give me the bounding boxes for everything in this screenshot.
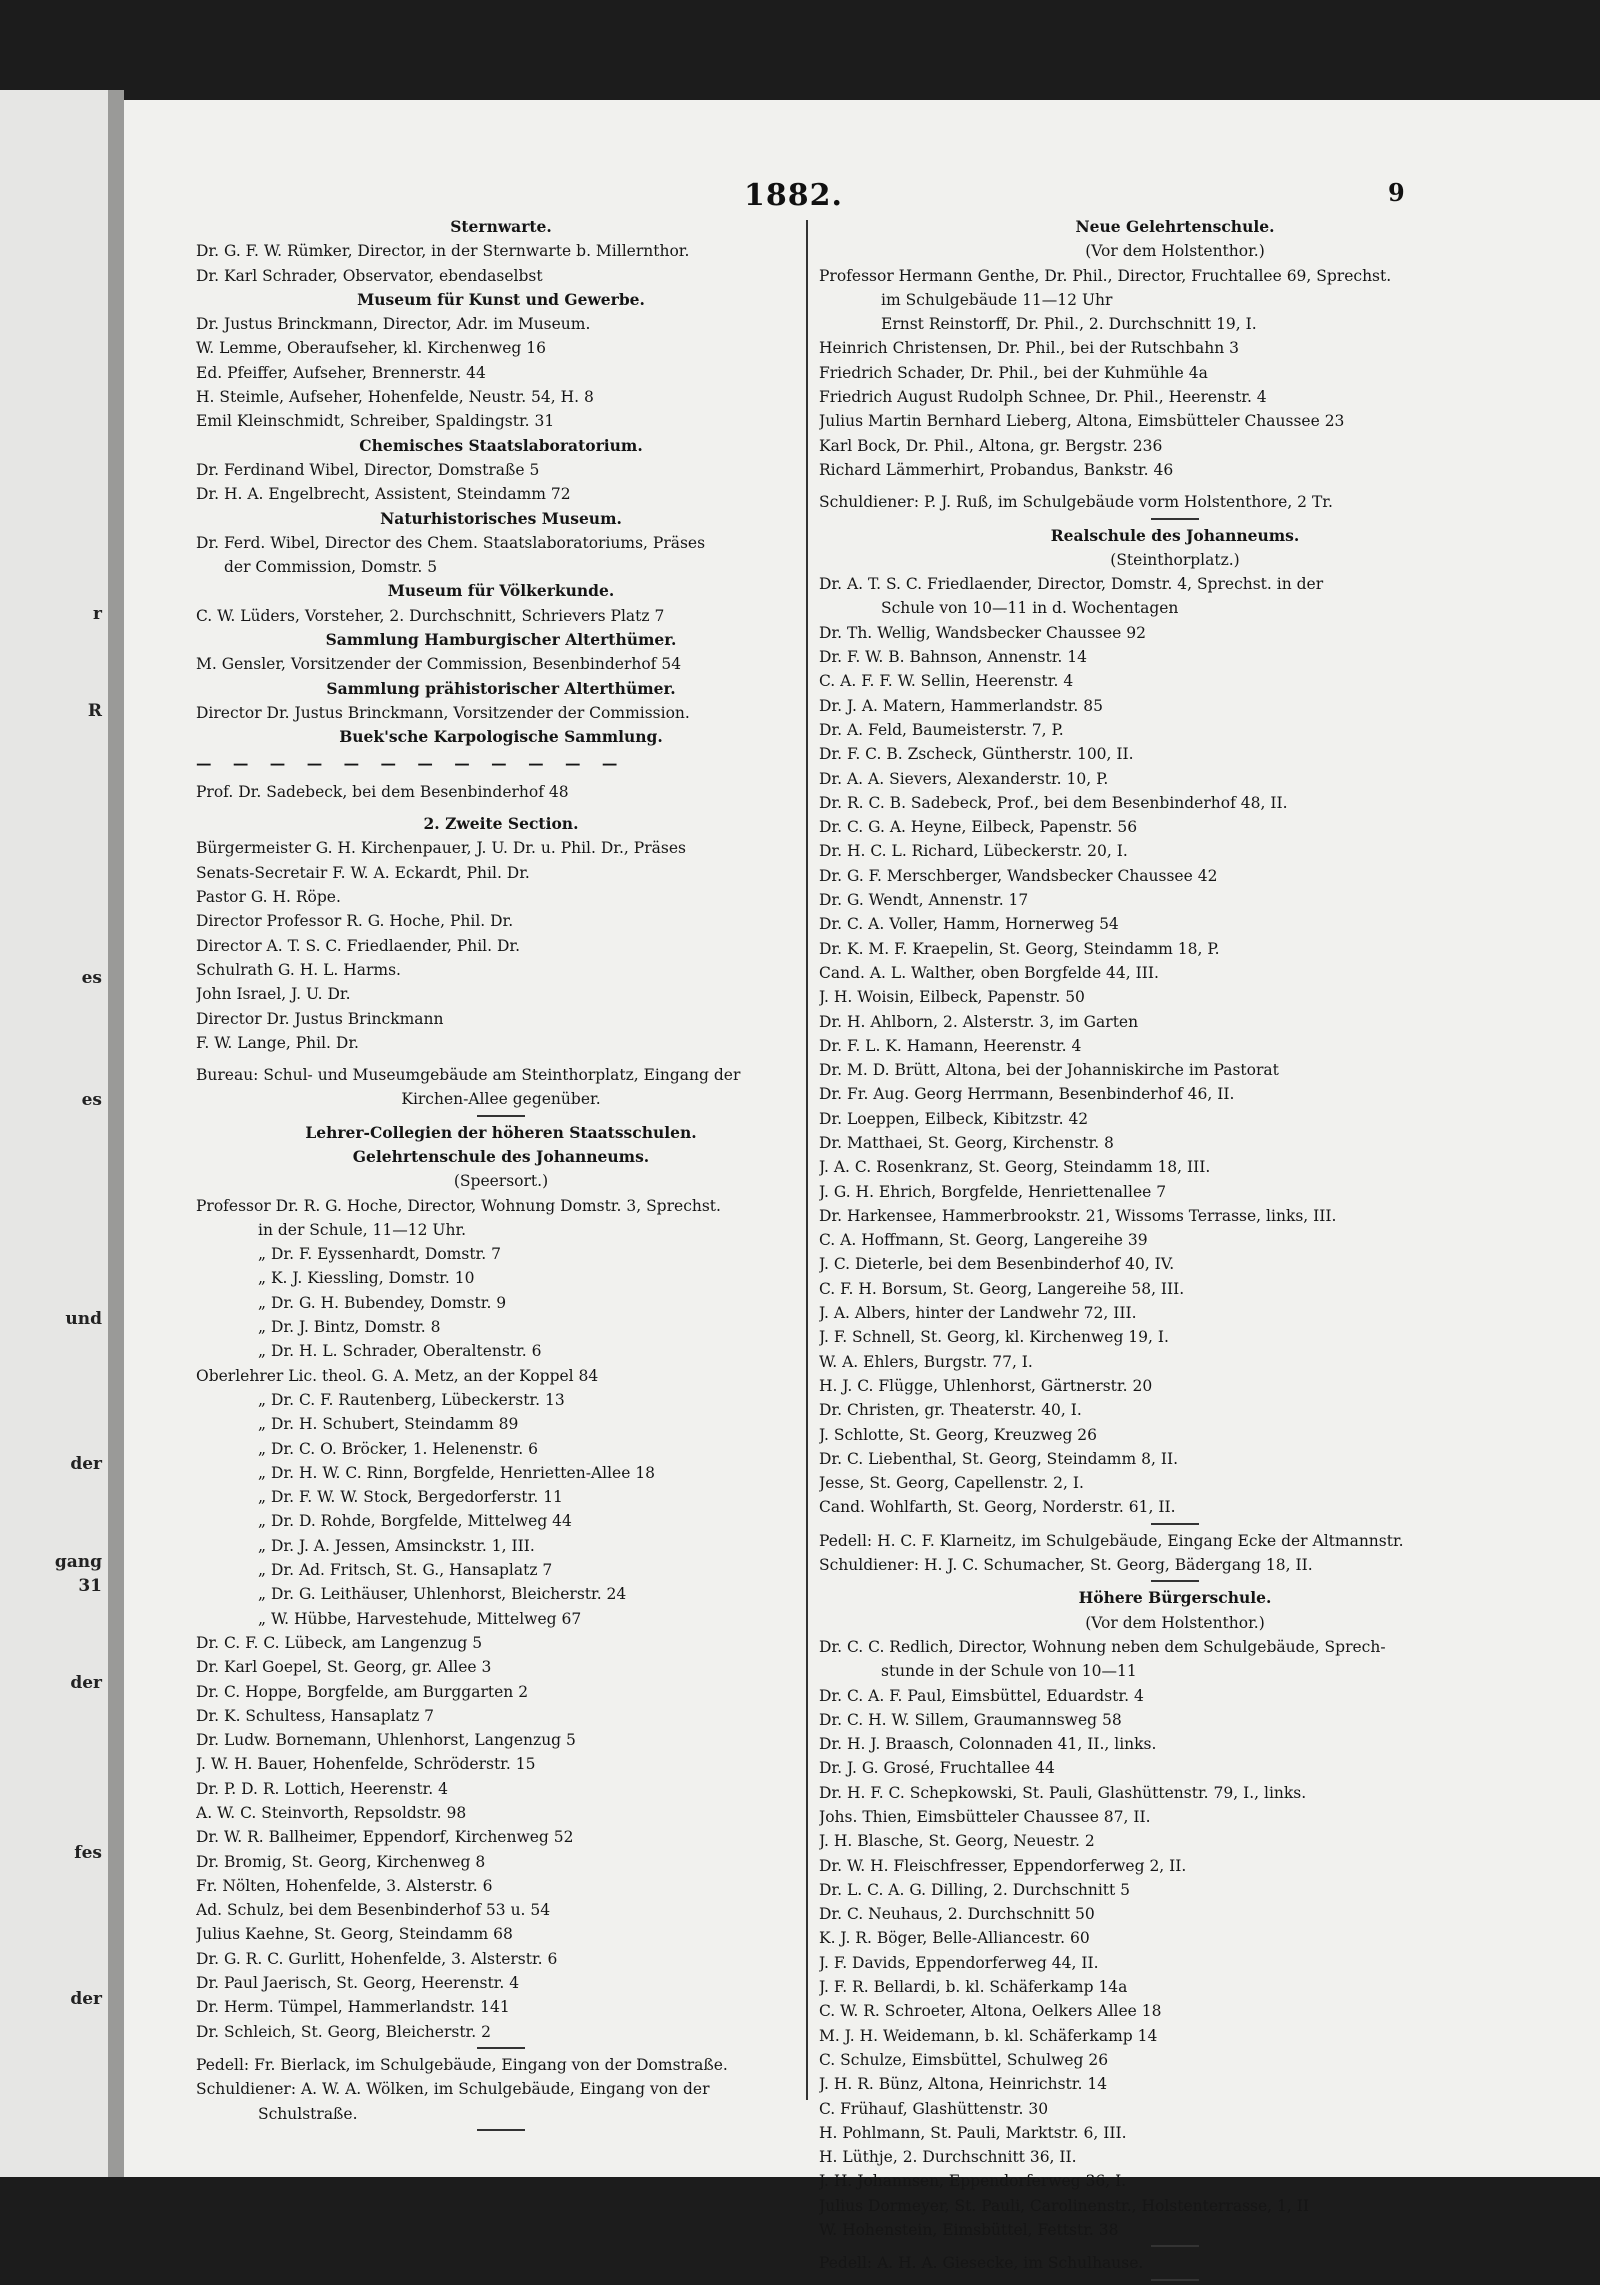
entry-line: Dr. W. H. Fleischfresser, Eppendorferweg 2, II. bbox=[819, 1856, 1187, 1875]
entry-line: Cand. A. L. Walther, oben Borgfelde 44, III. bbox=[819, 963, 1159, 982]
section-rule bbox=[477, 1115, 525, 1117]
entry-line: Dr. Ferdinand Wibel, Director, Domstraße 5 bbox=[196, 460, 540, 479]
entry-line: Friedrich August Rudolph Schnee, Dr. Phil., Heerenstr. 4 bbox=[819, 388, 1267, 407]
entry-line: Dr. R. C. B. Sadebeck, Prof., bei dem Besenbinderhof 48, II. bbox=[819, 793, 1288, 812]
entry-line: H. Pohlmann, St. Pauli, Marktstr. 6, III. bbox=[819, 2123, 1127, 2142]
entry-line: J. W. H. Bauer, Hohenfelde, Schröderstr. 15 bbox=[196, 1755, 536, 1774]
entry-line: Ed. Pfeiffer, Aufseher, Brennerstr. 44 bbox=[196, 363, 486, 382]
entry-line: J. C. Dieterle, bei dem Besenbinderhof 40, IV. bbox=[819, 1255, 1175, 1274]
entry-line: M. J. H. Weidemann, b. kl. Schäferkamp 14 bbox=[819, 2026, 1158, 2045]
entry-line: „ Dr. G. Leithäuser, Uhlenhorst, Bleicherstr. 24 bbox=[258, 1585, 627, 1604]
entry-line: Dr. F. C. B. Zscheck, Güntherstr. 100, II. bbox=[819, 745, 1134, 764]
entry-line: Ernst Reinstorff, Dr. Phil., 2. Durchschnitt 19, I. bbox=[881, 315, 1257, 334]
entry-line: Dr. H. F. C. Schepkowski, St. Pauli, Glashüttenstr. 79, I., links. bbox=[819, 1783, 1307, 1802]
entry-line: Pedell: A. H. A. Giesecke, im Schulhause. bbox=[819, 2254, 1144, 2273]
entry-line: „ Dr. D. Rohde, Borgfelde, Mittelweg 44 bbox=[258, 1512, 572, 1531]
entry-line: Director A. T. S. C. Friedlaender, Phil. Dr. bbox=[196, 936, 521, 955]
edge-fragment: der bbox=[70, 1673, 102, 1693]
entry-line: J. H. R. Bünz, Altona, Heinrichstr. 14 bbox=[819, 2075, 1108, 2094]
entry-line: A. W. C. Steinvorth, Repsoldstr. 98 bbox=[196, 1804, 467, 1822]
entry-line: Dr. Schleich, St. Georg, Bleicherstr. 2 bbox=[196, 2022, 491, 2041]
section-heading: Buek'sche Karpologische Sammlung. bbox=[339, 727, 663, 747]
entry-line: Dr. Loeppen, Eilbeck, Kibitzstr. 42 bbox=[819, 1109, 1089, 1128]
entry-line: C. F. H. Borsum, St. Georg, Langereihe 58, III. bbox=[819, 1279, 1185, 1298]
entry-line: C. Frühauf, Glashüttenstr. 30 bbox=[819, 2099, 1049, 2118]
entry-line: J. F. Schnell, St. Georg, kl. Kirchenweg 19, I. bbox=[819, 1328, 1169, 1347]
entry-line: Professor Dr. R. G. Hoche, Director, Wohnung Domstr. 3, Sprechst. bbox=[196, 1196, 721, 1215]
entry-line: J. H. Blasche, St. Georg, Neuestr. 2 bbox=[819, 1832, 1095, 1851]
entry-line: Dr. C. Liebenthal, St. Georg, Steindamm 8, II. bbox=[819, 1449, 1179, 1468]
entry-line: Pedell: Fr. Bierlack, im Schulgebäude, Eingang von der Domstraße. bbox=[196, 2055, 728, 2074]
entry-line: C. W. R. Schroeter, Altona, Oelkers Allee 18 bbox=[819, 2002, 1162, 2021]
entry-line: Prof. Dr. Sadebeck, bei dem Besenbinderhof 48 bbox=[196, 782, 569, 801]
entry-line: „ W. Hübbe, Harvestehude, Mittelweg 67 bbox=[258, 1609, 582, 1628]
entry-line: Director Dr. Justus Brinckmann bbox=[196, 1009, 444, 1028]
entry-line: Dr. F. L. K. Hamann, Heerenstr. 4 bbox=[819, 1036, 1082, 1055]
adjacent-page-strip bbox=[0, 90, 108, 2177]
entry-line: „ Dr. H. Schubert, Steindamm 89 bbox=[258, 1415, 519, 1434]
entry-line: Julius Kaehne, St. Georg, Steindamm 68 bbox=[196, 1925, 513, 1944]
entry-line: Dr. L. C. A. G. Dilling, 2. Durchschnitt 5 bbox=[819, 1880, 1131, 1899]
entry-line: in der Schule, 11—12 Uhr. bbox=[258, 1220, 467, 1239]
entry-line: Schuldiener: H. J. C. Schumacher, St. Georg, Bädergang 18, II. bbox=[819, 1556, 1313, 1575]
entry-line: Dr. W. R. Ballheimer, Eppendorf, Kirchenweg 52 bbox=[196, 1828, 574, 1847]
entry-line: Julius Martin Bernhard Lieberg, Altona, Eimsbütteler Chaussee 23 bbox=[819, 412, 1345, 431]
entry-line: J. A. Albers, hinter der Landwehr 72, III. bbox=[819, 1304, 1137, 1323]
entry-line: Dr. H. J. Braasch, Colonnaden 41, II., links. bbox=[819, 1735, 1157, 1754]
entry-line: J. H. Johannsen, Eppendorferweg 36, I. bbox=[819, 2172, 1127, 2191]
entry-line: Dr. P. D. R. Lottich, Heerenstr. 4 bbox=[196, 1779, 448, 1798]
entry-line: „ K. J. Kiessling, Domstr. 10 bbox=[258, 1269, 475, 1288]
entry-line: Dr. C. G. A. Heyne, Eilbeck, Papenstr. 56 bbox=[819, 818, 1138, 837]
section-heading: Gelehrtenschule des Johanneums. bbox=[352, 1146, 650, 1166]
entry-line: Dr. C. A. Voller, Hamm, Hornerweg 54 bbox=[819, 915, 1119, 934]
entry-line: C. Schulze, Eimsbüttel, Schulweg 26 bbox=[819, 2050, 1109, 2069]
entry-line: Dr. Th. Wellig, Wandsbecker Chaussee 92 bbox=[819, 623, 1146, 642]
entry-line: „ Dr. C. O. Bröcker, 1. Helenenstr. 6 bbox=[258, 1439, 538, 1458]
entry-line: Dr. C. A. F. Paul, Eimsbüttel, Eduardstr. 4 bbox=[819, 1686, 1144, 1705]
entry-line: Dr. G. F. Merschberger, Wandsbecker Chaussee 42 bbox=[819, 866, 1218, 885]
section-heading: Neue Gelehrtenschule. bbox=[1075, 217, 1275, 236]
entry-line: Dr. J. A. Matern, Hammerlandstr. 85 bbox=[819, 696, 1103, 715]
entry-line: Dr. A. Feld, Baumeisterstr. 7, P. bbox=[819, 720, 1064, 739]
entry-line: Schuldiener: P. J. Ruß, im Schulgebäude vorm Holstenthore, 2 Tr. bbox=[819, 493, 1333, 512]
entry-line: Dr. Ferd. Wibel, Director des Chem. Staatslaboratoriums, Präses bbox=[196, 533, 706, 552]
entry-line: (Vor dem Holstenthor.) bbox=[1085, 242, 1265, 261]
edge-fragment: gang bbox=[54, 1551, 102, 1572]
spacer bbox=[819, 482, 1531, 490]
entry-line: Dr. G. F. W. Rümker, Director, in der Sternwarte b. Millernthor. bbox=[196, 242, 690, 261]
entry-line: H. Lüthje, 2. Durchschnitt 36, II. bbox=[819, 2148, 1077, 2167]
entry-line: C. W. Lüders, Vorsteher, 2. Durchschnitt, Schrievers Platz 7 bbox=[196, 606, 665, 625]
entry-line: Bureau: Schul- und Museumgebäude am Steinthorplatz, Eingang der bbox=[196, 1066, 741, 1085]
section-rule bbox=[477, 2047, 525, 2049]
entry-line: Dr. C. C. Redlich, Director, Wohnung neben dem Schulgebäude, Sprech- bbox=[819, 1637, 1386, 1656]
edge-fragment: der bbox=[70, 1988, 102, 2009]
section-rule bbox=[1151, 2279, 1199, 2281]
entry-line: W. Hohenstein, Eimsbüttel, Fettstr. 38 bbox=[819, 2221, 1119, 2240]
entry-line: Fr. Nölten, Hohenfelde, 3. Alsterstr. 6 bbox=[196, 1876, 493, 1895]
entry-line: Dr. A. A. Sievers, Alexanderstr. 10, P. bbox=[819, 769, 1109, 788]
entry-line: Ad. Schulz, bei dem Besenbinderhof 53 u. 54 bbox=[196, 1901, 551, 1920]
entry-line: „ Dr. F. W. W. Stock, Bergedorferstr. 11 bbox=[258, 1488, 563, 1507]
section-heading: 2. Zweite Section. bbox=[423, 814, 579, 834]
section-heading: Museum für Kunst und Gewerbe. bbox=[357, 289, 645, 309]
entry-line: „ Dr. H. L. Schrader, Oberaltenstr. 6 bbox=[258, 1342, 542, 1361]
entry-line: Kirchen-Allee gegenüber. bbox=[401, 1090, 601, 1109]
entry-line: Karl Bock, Dr. Phil., Altona, gr. Bergstr. 236 bbox=[819, 436, 1163, 455]
entry-line: Dr. F. W. B. Bahnson, Annenstr. 14 bbox=[819, 648, 1088, 667]
entry-line: Professor Hermann Genthe, Dr. Phil., Director, Fruchtallee 69, Sprechst. bbox=[819, 266, 1392, 285]
entry-line: Johs. Thien, Eimsbütteler Chaussee 87, II. bbox=[819, 1808, 1151, 1826]
entry-line: W. Lemme, Oberaufseher, kl. Kirchenweg 16 bbox=[196, 339, 546, 358]
entry-line: Dr. Matthaei, St. Georg, Kirchenstr. 8 bbox=[819, 1133, 1114, 1152]
entry-line: John Israel, J. U. Dr. bbox=[196, 985, 351, 1004]
entry-line: Pastor G. H. Röpe. bbox=[196, 888, 341, 907]
edge-fragment: 31 bbox=[78, 1575, 102, 1596]
entry-line: „ Dr. J. Bintz, Domstr. 8 bbox=[258, 1318, 441, 1337]
section-heading: Sternwarte. bbox=[450, 217, 552, 236]
entry-line: „ Dr. C. F. Rautenberg, Lübeckerstr. 13 bbox=[258, 1390, 565, 1409]
section-rule bbox=[1151, 1523, 1199, 1525]
entry-line: Dr. Paul Jaerisch, St. Georg, Heerenstr. 4 bbox=[196, 1974, 520, 1993]
edge-fragment: und bbox=[65, 1308, 102, 1329]
entry-line: M. Gensler, Vorsitzender der Commission, Besenbinderhof 54 bbox=[196, 655, 682, 674]
book-gutter bbox=[108, 90, 124, 2177]
edge-fragment: R bbox=[87, 701, 102, 721]
entry-line: „ Dr. F. Eyssenhardt, Domstr. 7 bbox=[258, 1245, 501, 1264]
entry-line: Dr. Harkensee, Hammerbrookstr. 21, Wissoms Terrasse, links, III. bbox=[819, 1206, 1337, 1225]
entry-line: W. A. Ehlers, Burgstr. 77, I. bbox=[819, 1352, 1033, 1371]
right-column bbox=[819, 215, 1531, 2285]
entry-line: Friedrich Schader, Dr. Phil., bei der Kuhmühle 4a bbox=[819, 363, 1208, 382]
entry-line: Dr. C. F. C. Lübeck, am Langenzug 5 bbox=[196, 1633, 483, 1652]
entry-line: „ Dr. G. H. Bubendey, Domstr. 9 bbox=[258, 1293, 507, 1312]
entry-line: Emil Kleinschmidt, Schreiber, Spaldingstr. 31 bbox=[196, 412, 555, 431]
page-header bbox=[124, 178, 1600, 218]
entry-line: Jesse, St. Georg, Capellenstr. 2, I. bbox=[819, 1474, 1084, 1493]
entry-line: F. W. Lange, Phil. Dr. bbox=[196, 1033, 359, 1052]
entry-line: C. A. Hoffmann, St. Georg, Langereihe 39 bbox=[819, 1231, 1148, 1250]
entry-line: H. Steimle, Aufseher, Hohenfelde, Neustr. 54, H. 8 bbox=[196, 388, 594, 407]
entry-line: Dr. Karl Schrader, Observator, ebendaselbst bbox=[196, 266, 543, 285]
section-heading: Höhere Bürgerschule. bbox=[1078, 1588, 1272, 1608]
entry-line: Bürgermeister G. H. Kirchenpauer, J. U. Dr. u. Phil. Dr., Präses bbox=[196, 839, 686, 858]
entry-line: Dr. Karl Goepel, St. Georg, gr. Allee 3 bbox=[196, 1658, 492, 1677]
entry-line: Dr. G. Wendt, Annenstr. 17 bbox=[819, 891, 1029, 910]
spacer bbox=[196, 804, 806, 812]
section-rule bbox=[1151, 518, 1199, 520]
entry-line: Dr. C. Neuhaus, 2. Durchschnitt 50 bbox=[819, 1905, 1095, 1924]
page-number: 9 bbox=[1388, 178, 1405, 207]
entry-line: Schulstraße. bbox=[258, 2104, 358, 2123]
section-heading: Museum für Völkerkunde. bbox=[387, 581, 615, 601]
edge-fragment: es bbox=[81, 1089, 102, 1110]
entry-line: Dr. C. H. W. Sillem, Graumannsweg 58 bbox=[819, 1710, 1122, 1729]
entry-line: Dr. K. M. F. Kraepelin, St. Georg, Steindamm 18, P. bbox=[819, 939, 1220, 958]
entry-line: Director Dr. Justus Brinckmann, Vorsitzender der Commission. bbox=[196, 703, 690, 722]
section-rule bbox=[1151, 1580, 1199, 1582]
entry-line: Schule von 10—11 in d. Wochentagen bbox=[881, 599, 1179, 618]
entry-line: Dr. H. A. Engelbrecht, Assistent, Steindamm 72 bbox=[196, 485, 571, 504]
entry-line: (Vor dem Holstenthor.) bbox=[1085, 1613, 1265, 1632]
entry-line: Dr. Christen, gr. Theaterstr. 40, I. bbox=[819, 1401, 1082, 1420]
entry-line: Dr. Ludw. Bornemann, Uhlenhorst, Langenzug 5 bbox=[196, 1731, 576, 1750]
section-rule bbox=[477, 2129, 525, 2131]
section-heading: Chemisches Staatslaboratorium. bbox=[359, 435, 643, 455]
section-heading: Sammlung prähistorischer Alterthümer. bbox=[326, 678, 676, 698]
entry-line: H. J. C. Flügge, Uhlenhorst, Gärtnerstr. 20 bbox=[819, 1376, 1153, 1395]
column-divider bbox=[806, 220, 808, 2100]
entry-line: J. Schlotte, St. Georg, Kreuzweg 26 bbox=[819, 1425, 1098, 1444]
entry-line: „ Dr. H. W. C. Rinn, Borgfelde, Henrietten-Allee 18 bbox=[258, 1463, 656, 1482]
entry-line: stunde in der Schule von 10—11 bbox=[881, 1662, 1137, 1681]
entry-line: (Speersort.) bbox=[453, 1172, 549, 1191]
entry-line: J. F. R. Bellardi, b. kl. Schäferkamp 14a bbox=[819, 1978, 1128, 1997]
edge-fragment: fes bbox=[74, 1843, 102, 1864]
entry-line: im Schulgebäude 11—12 Uhr bbox=[881, 290, 1113, 309]
entry-line: J. A. C. Rosenkranz, St. Georg, Steindamm 18, III. bbox=[819, 1158, 1211, 1177]
entry-line: (Steinthorplatz.) bbox=[1110, 550, 1240, 569]
entry-line: Dr. H. Ahlborn, 2. Alsterstr. 3, im Garten bbox=[819, 1012, 1139, 1031]
entry-line: Richard Lämmerhirt, Probandus, Bankstr. 46 bbox=[819, 460, 1174, 479]
entry-line: Oberlehrer Lic. theol. G. A. Metz, an der Koppel 84 bbox=[196, 1366, 599, 1385]
entry-line: Dr. Fr. Aug. Georg Herrmann, Besenbinderhof 46, II. bbox=[819, 1085, 1235, 1104]
entry-line: Pedell: H. C. F. Klarneitz, im Schulgebäude, Eingang Ecke der Altmannstr. bbox=[819, 1531, 1404, 1550]
entry-line: Dr. G. R. C. Gurlitt, Hohenfelde, 3. Alsterstr. 6 bbox=[196, 1949, 558, 1968]
entry-line: Dr. C. Hoppe, Borgfelde, am Burggarten 2 bbox=[196, 1682, 529, 1701]
entry-line: Dr. M. D. Brütt, Altona, bei der Johanniskirche im Pastorat bbox=[819, 1061, 1279, 1080]
entry-line: Dr. J. G. Grosé, Fruchtallee 44 bbox=[819, 1759, 1055, 1778]
entry-line: Dr. Herm. Tümpel, Hammerlandstr. 141 bbox=[196, 1998, 510, 2017]
entry-line: Dr. Justus Brinckmann, Director, Adr. im Museum. bbox=[196, 315, 591, 334]
entry-line: „ Dr. Ad. Fritsch, St. G., Hansaplatz 7 bbox=[258, 1561, 553, 1580]
entry-line: Director Professor R. G. Hoche, Phil. Dr. bbox=[196, 912, 514, 931]
section-heading: Naturhistorisches Museum. bbox=[380, 508, 622, 528]
dash-line: — — — — — — — — — — — — bbox=[196, 753, 626, 773]
entry-line: J. G. H. Ehrich, Borgfelde, Henriettenallee 7 bbox=[819, 1182, 1167, 1201]
entry-line: Cand. Wohlfarth, St. Georg, Norderstr. 61, II. bbox=[819, 1498, 1176, 1517]
page-year: 1882. bbox=[744, 178, 843, 213]
entry-line: Schuldiener: A. W. A. Wölken, im Schulgebäude, Eingang von der bbox=[196, 2080, 710, 2099]
edge-fragment: der bbox=[70, 1454, 102, 1475]
entry-line: Dr. Bromig, St. Georg, Kirchenweg 8 bbox=[196, 1852, 486, 1871]
entry-line: C. A. F. F. W. Sellin, Heerenstr. 4 bbox=[819, 672, 1074, 691]
edge-fragment: r bbox=[93, 603, 102, 624]
left-column bbox=[196, 215, 806, 2135]
section-heading: Sammlung Hamburgischer Alterthümer. bbox=[325, 630, 677, 650]
entry-line: Julius Dormeyer, St. Pauli, Carolinenstr., Holstenterrasse, 1, II bbox=[819, 2196, 1309, 2215]
section-rule bbox=[1151, 2245, 1199, 2247]
section-heading: Lehrer-Collegien der höheren Staatsschulen. bbox=[305, 1122, 697, 1142]
section-heading: Realschule des Johanneums. bbox=[1050, 525, 1300, 545]
entry-line: Dr. H. C. L. Richard, Lübeckerstr. 20, I. bbox=[819, 842, 1128, 861]
document-page bbox=[124, 100, 1600, 2273]
entry-line: Dr. A. T. S. C. Friedlaender, Director, Domstr. 4, Sprechst. in der bbox=[819, 575, 1324, 594]
spacer bbox=[196, 1055, 806, 1063]
entry-line: J. F. Davids, Eppendorferweg 44, II. bbox=[819, 1953, 1099, 1972]
entry-line: der Commission, Domstr. 5 bbox=[224, 558, 438, 577]
entry-line: „ Dr. J. A. Jessen, Amsinckstr. 1, III. bbox=[258, 1536, 535, 1555]
entry-line: Schulrath G. H. L. Harms. bbox=[196, 960, 401, 979]
entry-line: K. J. R. Böger, Belle-Alliancestr. 60 bbox=[819, 1929, 1090, 1948]
entry-line: J. H. Woisin, Eilbeck, Papenstr. 50 bbox=[819, 988, 1085, 1007]
edge-fragment: es bbox=[81, 968, 102, 989]
entry-line: Dr. K. Schultess, Hansaplatz 7 bbox=[196, 1706, 435, 1725]
entry-line: Heinrich Christensen, Dr. Phil., bei der Rutschbahn 3 bbox=[819, 339, 1240, 358]
entry-line: Senats-Secretair F. W. A. Eckardt, Phil. Dr. bbox=[196, 863, 530, 882]
